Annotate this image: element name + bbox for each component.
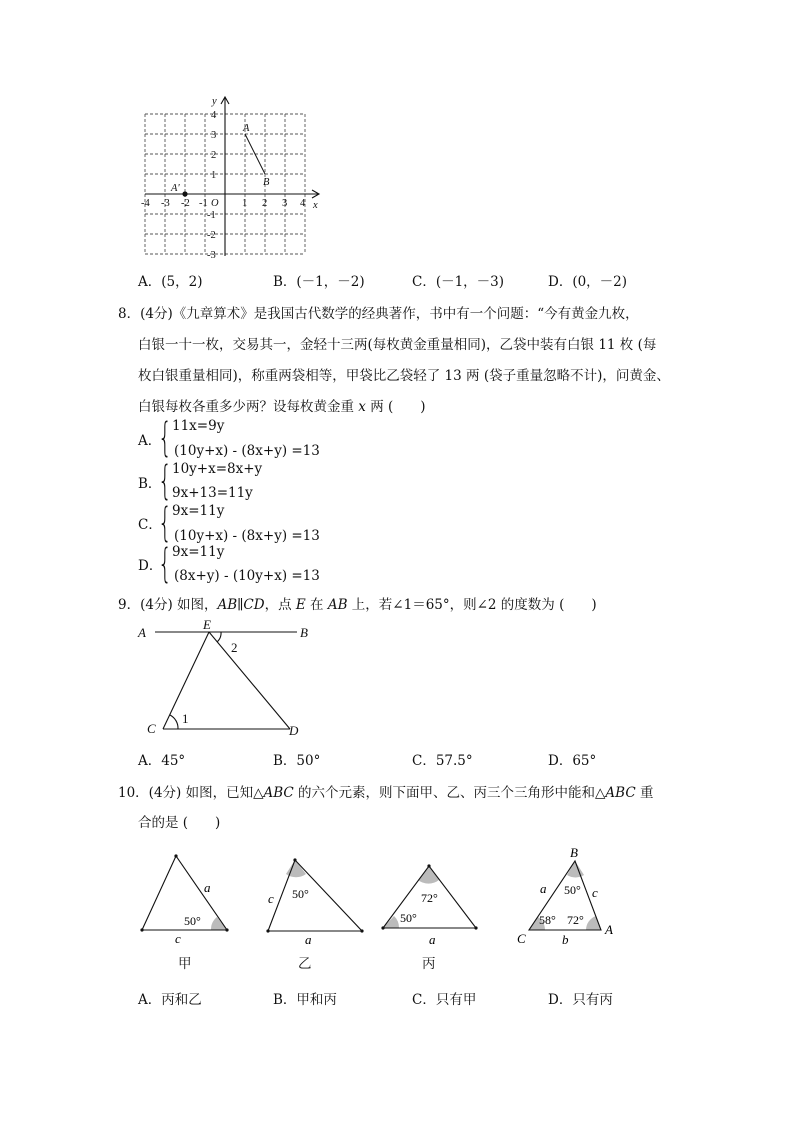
vertex-a-label: A: [605, 922, 613, 937]
x-tick: -2: [181, 198, 190, 209]
side-c-label: c: [592, 885, 598, 900]
q8-stem-post: 两 ( ): [365, 399, 426, 415]
y-tick: 1: [211, 170, 217, 181]
angle-c-label: 58°: [539, 913, 556, 927]
q9-point-e: E: [295, 597, 306, 613]
q9-stem-mid2: 在: [305, 597, 328, 613]
coordinate-grid-figure: [130, 92, 330, 264]
q10-stem-line1: [118, 781, 653, 801]
angle-2-arc: [217, 632, 221, 642]
q10-stem-mid: 的六个元素，则下面甲、乙、丙三个三角形中能和△: [293, 785, 606, 801]
x-axis-label: x: [313, 200, 318, 211]
x-tick: -4: [141, 198, 150, 209]
brace-icon: {: [158, 500, 172, 546]
q7-option-a[interactable]: A．(5，2): [138, 274, 203, 290]
q10-option-d[interactable]: D．只有丙: [548, 992, 613, 1008]
q9-option-a[interactable]: A．45°: [138, 753, 186, 769]
y-tick: -3: [207, 250, 216, 261]
angle-a-label: 72°: [567, 913, 584, 927]
label-e: E: [203, 618, 211, 632]
side-b-label: b: [562, 932, 569, 947]
q7-option-d[interactable]: D．(0，－2): [548, 274, 628, 290]
caption-jia: 甲: [178, 956, 192, 972]
brace-icon: {: [158, 458, 172, 504]
triangles-figure: [130, 840, 630, 970]
equation-1: 11x=9y: [172, 418, 225, 434]
label-d: D: [289, 723, 299, 738]
side-a-label: a: [429, 932, 436, 947]
q10-stem-line2: 合的是 ( ): [138, 815, 221, 831]
q9-stem-mid1: ，点: [264, 597, 296, 613]
triangle-jia: [140, 854, 228, 946]
angle-1-arc: [170, 715, 178, 729]
point-label-a: A: [243, 123, 250, 134]
equation-1: 9x=11y: [172, 544, 225, 560]
q9-option-d[interactable]: D．65°: [548, 753, 597, 769]
triangle-abc: [517, 845, 613, 947]
vertex-c-label: C: [517, 931, 526, 946]
q8-stem-line3: 枚白银重量相同)，称重两袋相等，甲袋比乙袋轻了 13 两 (袋子重量忽略不计)，问黄金、: [138, 368, 670, 384]
equation-2: 9x+13=11y: [172, 485, 253, 501]
angle-left-label: 50°: [400, 911, 417, 925]
option-letter: C．: [138, 517, 162, 533]
brace-icon: {: [158, 541, 172, 587]
side-a-label: a: [204, 880, 211, 895]
q7-option-b[interactable]: B．(－1，－2): [273, 274, 365, 290]
axes: [145, 97, 319, 256]
equation-1: 10y+x=8x+y: [172, 461, 263, 477]
triangle-yi: [266, 858, 363, 947]
q7-option-c[interactable]: C．(－1，－3): [412, 274, 505, 290]
equation-2: (8x+y) - (10y+x) =13: [174, 568, 320, 584]
y-tick: 3: [211, 130, 217, 141]
option-letter: B．: [138, 476, 162, 492]
angle-top-label: 72°: [421, 891, 438, 905]
q9-stem-pre: 9．(4分) 如图，: [118, 597, 218, 613]
angle-label: 50°: [292, 887, 309, 901]
parallel-lines-figure: [130, 618, 320, 742]
option-letter: D．: [138, 558, 163, 574]
label-angle-1: 1: [182, 711, 189, 726]
q8-stem-line2: 白银一十一枚，交易其一，金轻十三两(每枚黄金重量相同)，乙袋中装有白银 11 枚 (每: [138, 337, 657, 353]
q8-stem-line1: 8．(4分)《九章算术》是我国古代数学的经典著作，书中有一个问题：“今有黄金九枚，: [118, 306, 639, 322]
q9-option-b[interactable]: B．50°: [273, 753, 321, 769]
x-tick: 3: [282, 198, 288, 209]
point-label-a-prime: A': [171, 183, 180, 194]
y-tick: 4: [211, 110, 217, 121]
q10-option-b[interactable]: B．甲和丙: [273, 992, 337, 1008]
q10-stem-pre: 10．(4分) 如图，已知△: [118, 785, 264, 801]
equation-1: 9x=11y: [172, 503, 225, 519]
x-tick: 1: [242, 198, 248, 209]
option-letter: A．: [138, 433, 162, 449]
label-angle-2: 2: [231, 640, 238, 655]
q10-abc-1: ABC: [263, 785, 294, 801]
q10-option-a[interactable]: A．丙和乙: [138, 992, 202, 1008]
side-a-label: a: [540, 881, 547, 896]
caption-bing: 丙: [422, 956, 436, 972]
x-tick: -1: [199, 198, 208, 209]
x-tick: -3: [161, 198, 170, 209]
q10-option-c[interactable]: C．只有甲: [412, 992, 477, 1008]
brace-icon: {: [158, 415, 172, 461]
angle-b-label: 50°: [564, 883, 581, 897]
q9-ab-parallel-cd: AB∥CD: [217, 597, 265, 613]
q8-stem-line4: [138, 395, 426, 415]
segment-ed: [209, 632, 290, 729]
side-a-label: a: [305, 932, 312, 947]
y-tick: -1: [207, 210, 216, 221]
q9-line-ab: AB: [327, 597, 348, 613]
vertex-b-label: B: [570, 845, 578, 860]
triangle-bing: [381, 864, 477, 947]
x-tick: 4: [300, 198, 306, 209]
side-c-label: c: [175, 931, 181, 946]
y-axis-label: y: [212, 96, 217, 107]
point-label-b: B: [263, 177, 270, 188]
angle-label: 50°: [184, 914, 201, 928]
q8-variable-x: x: [358, 399, 366, 415]
q10-stem-post: 重: [635, 785, 654, 801]
q8-stem-pre: 白银每枚各重多少两？设每枚黄金重: [138, 399, 359, 415]
x-tick: 2: [262, 198, 268, 209]
label-c: C: [147, 721, 156, 736]
q9-option-c[interactable]: C．57.5°: [412, 753, 473, 769]
label-a: A: [138, 625, 146, 640]
point-a-prime: [182, 191, 187, 196]
origin-label: O: [211, 198, 219, 209]
q10-abc-2: ABC: [605, 785, 636, 801]
q9-stem: [118, 593, 597, 613]
caption-yi: 乙: [298, 956, 312, 972]
label-b: B: [300, 625, 308, 640]
equation-2: (10y+x) - (8x+y) =13: [174, 528, 320, 544]
y-tick: -2: [207, 230, 216, 241]
equation-2: (10y+x) - (8x+y) =13: [174, 443, 320, 459]
side-c-label: c: [268, 891, 274, 906]
q9-stem-post: 上，若∠1＝65°，则∠2 的度数为 ( ): [347, 597, 597, 613]
y-tick: 2: [211, 150, 217, 161]
